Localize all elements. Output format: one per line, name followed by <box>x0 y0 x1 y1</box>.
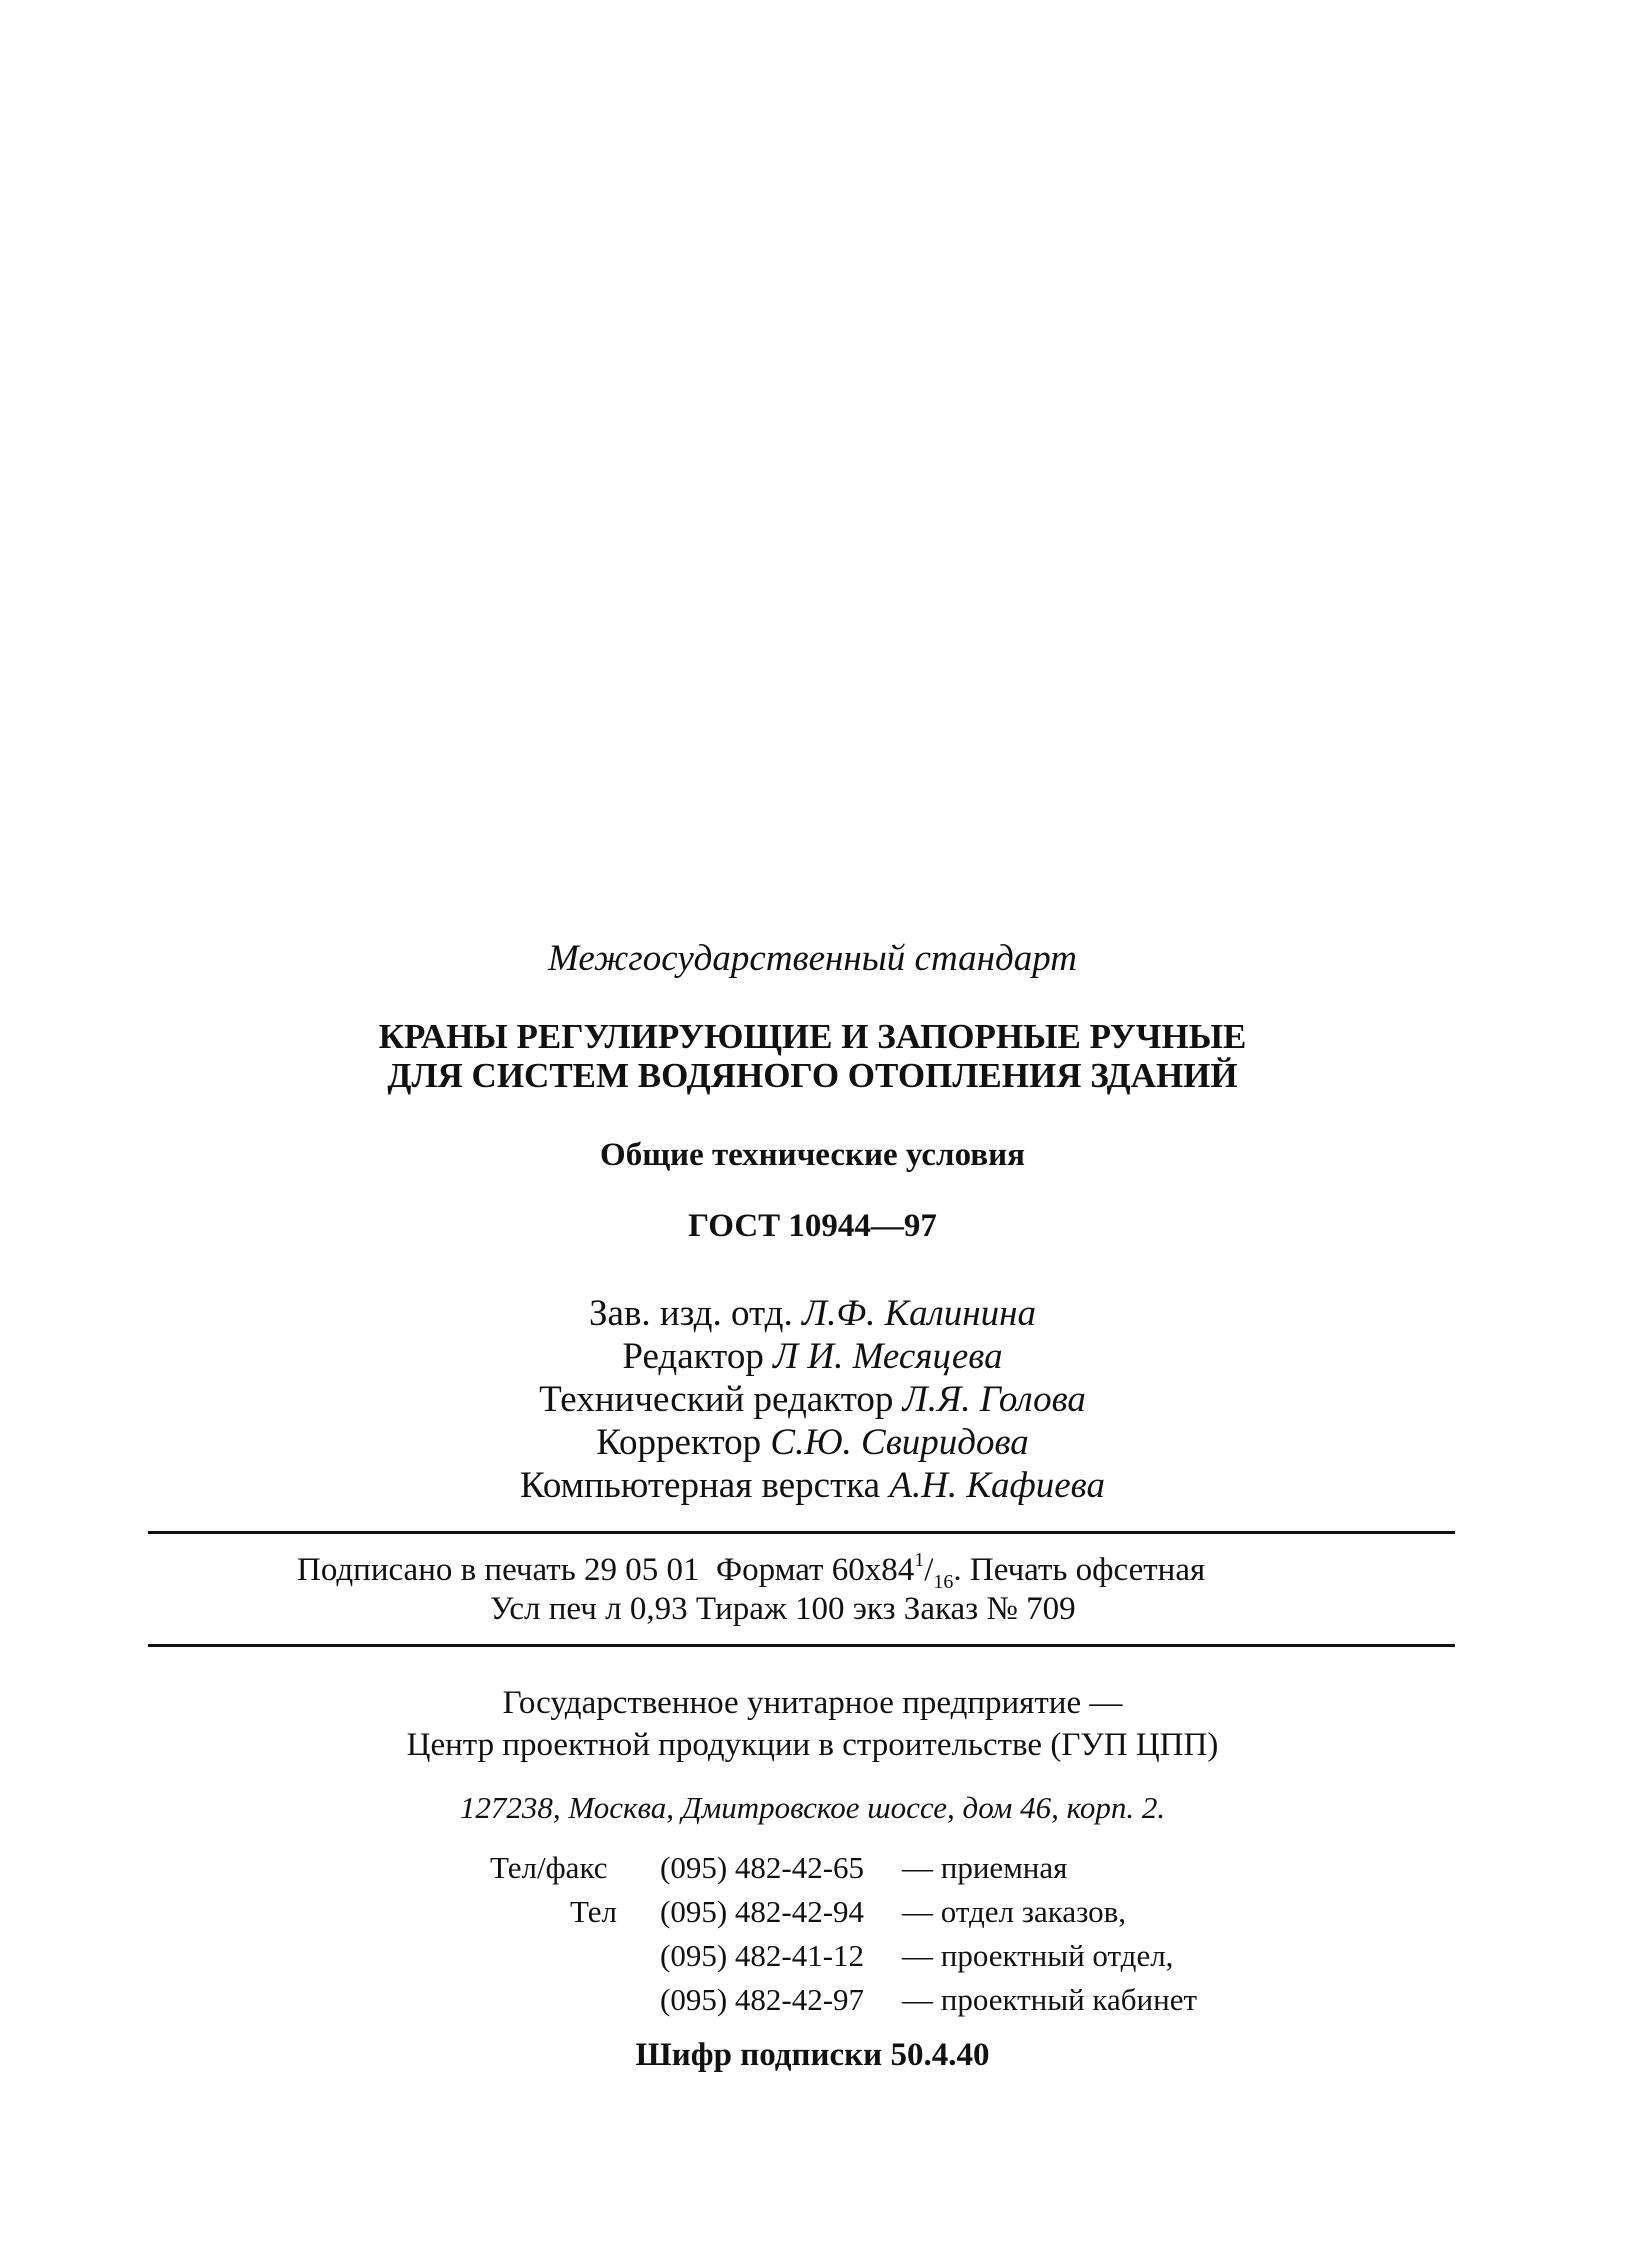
format-sub: 16 <box>933 1571 954 1593</box>
contact-label: Тел/факс <box>490 1850 608 1885</box>
signed-label: Подписано в печать <box>297 1552 576 1588</box>
standard-number: ГОСТ 10944—97 <box>688 1208 937 1244</box>
staff-name: Л.Ф. Калинина <box>802 1293 1036 1334</box>
staff-entry <box>0 1335 1625 1378</box>
staff-entry <box>0 1292 1625 1335</box>
contact-phone: (095) 482-42-97 <box>660 1982 865 2017</box>
publisher-line-2: Центр проектной продукции в строительстве (ГУП ЦПП) <box>406 1727 1219 1763</box>
title-line-1: КРАНЫ РЕГУЛИРУЮЩИЕ И ЗАПОРНЫЕ РУЧНЫЕ <box>378 1017 1247 1056</box>
contact-phone: (095) 482-42-65 <box>660 1850 865 1885</box>
contact-description: — проектный отдел, <box>902 1938 1174 1973</box>
staff-entry <box>0 1464 1625 1507</box>
staff-name: С.Ю. Свиридова <box>770 1422 1029 1463</box>
staff-role: Корректор <box>596 1422 762 1463</box>
contact-label: Тел <box>570 1894 617 1929</box>
print-type: . Печать офсетная <box>953 1552 1206 1588</box>
staff-name: А.Н. Кафиева <box>889 1465 1105 1506</box>
publisher-line-1: Государственное унитарное предприятие — <box>502 1685 1123 1721</box>
publisher-address: 127238, Москва, Дмитровское шоссе, дом 46, корп. 2. <box>459 1790 1166 1825</box>
format-sup: 1 <box>914 1549 925 1571</box>
signed-date: 29 05 01 <box>584 1552 700 1588</box>
staff-role: Технический редактор <box>539 1379 894 1420</box>
subscription-code: Шифр подписки 50.4.40 <box>635 2037 990 2073</box>
subtitle: Общие технические условия <box>600 1137 1025 1173</box>
print-info-line-1: Подписано в печать 29 05 01 Формат $60x84^1/_{16}$. Печать офсетная <box>297 1549 1206 1593</box>
format-main: 60x84 <box>831 1552 915 1588</box>
divider-top <box>148 1531 1455 1534</box>
contact-phone: (095) 482-41-12 <box>660 1938 865 1973</box>
staff-role: Компьютерная верстка <box>520 1465 881 1506</box>
contact-description: — проектный кабинет <box>902 1982 1198 2017</box>
print-info-line-2: Усл печ л 0,93 Тираж 100 экз Заказ № 709 <box>490 1591 1076 1627</box>
staff-role: Редактор <box>622 1336 764 1377</box>
contact-phone: (095) 482-42-94 <box>660 1894 865 1929</box>
staff-entry <box>0 1378 1625 1421</box>
divider-bottom <box>148 1644 1455 1647</box>
title-line-2: ДЛЯ СИСТЕМ ВОДЯНОГО ОТОПЛЕНИЯ ЗДАНИЙ <box>387 1056 1238 1095</box>
staff-entry <box>0 1421 1625 1464</box>
contact-description: — отдел заказов, <box>902 1894 1127 1929</box>
contact-description: — приемная <box>902 1850 1068 1885</box>
staff-name: Л И. Месяцева <box>773 1336 1003 1377</box>
format-label: Формат <box>716 1552 824 1588</box>
staff-name: Л.Я. Голова <box>902 1379 1086 1420</box>
document-type: Межгосударственный стандарт <box>548 938 1077 979</box>
staff-role: Зав. изд. отд. <box>588 1293 793 1334</box>
